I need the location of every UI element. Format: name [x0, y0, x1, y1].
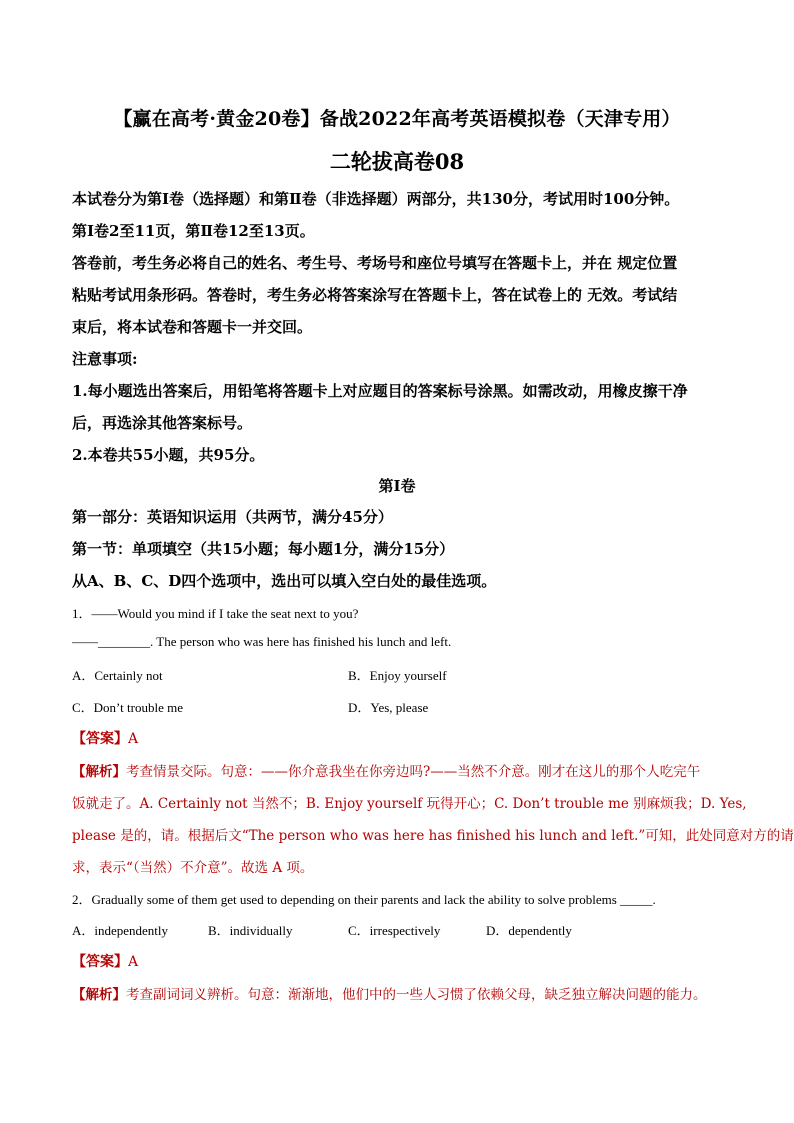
question-1-stem-line2: ——________. The person who was here has finished his lunch and left.: [72, 634, 452, 649]
analysis-tag: 【解析】: [72, 764, 126, 780]
question-1-analysis-line2: 饭就走了。A. Certainly not 当然不；B. Enjoy yourself 玩得开心；C. Don’t trouble me 别麻烦我；D. Yes,: [72, 796, 747, 812]
intro-line-2: 第Ⅰ卷2至11页，第Ⅱ卷12至13页。: [72, 222, 315, 240]
question-2-option-b: B．individually: [208, 923, 293, 938]
question-1-stem-line1: 1．——Would you mind if I take the seat next to you?: [72, 606, 359, 621]
notes-item-1a: 1.每小题选出答案后，用铅笔将答题卡上对应题目的答案标号涂黑。如需改动，用橡皮擦干净: [72, 382, 688, 400]
intro-line-3: 答卷前，考生务必将自己的姓名、考生号、考场号和座位号填写在答题卡上，并在 规定位置: [72, 254, 678, 272]
analysis-text: 考查副词词义辨析。句意：渐渐地，他们中的一些人习惯了依赖父母，缺乏独立解决问题的能力。: [126, 987, 707, 1003]
answer-tag: 【答案】: [72, 731, 128, 747]
section-heading: 第一节：单项填空（共15小题；每小题1分，满分15分）: [72, 540, 455, 558]
question-2-option-d: D．dependently: [486, 923, 572, 938]
intro-line-1: 本试卷分为第Ⅰ卷（选择题）和第Ⅱ卷（非选择题）两部分，共130分，考试用时100分钟。: [72, 190, 680, 208]
part-heading: 第一部分：英语知识运用（共两节，满分45分）: [72, 508, 393, 526]
question-1-answer: [72, 728, 732, 748]
question-2-option-c: C．irrespectively: [348, 923, 441, 938]
question-1-analysis-line3: please 是的，请。根据后文“The person who was here has finished his lunch and left.”可知，此处同意对方的请: [72, 828, 794, 844]
intro-line-5: 束后，将本试卷和答题卡一并交回。: [72, 318, 313, 336]
question-2-stem: 2．Gradually some of them get used to depending on their parents and lack the ability to solve problems _____.: [72, 892, 656, 907]
analysis-text: 考查情景交际。句意：——你介意我坐在你旁边吗?——当然不介意。刚才在这儿的那个人吃完午: [126, 764, 701, 780]
answer-value: A: [128, 954, 139, 970]
notes-item-1b: 后，再选涂其他答案标号。: [72, 414, 253, 432]
volume-heading: 第Ⅰ卷: [378, 477, 416, 495]
document-subtitle: 二轮拔高卷08: [329, 149, 465, 174]
answer-value: A: [128, 731, 139, 747]
question-2-option-a: A．independently: [72, 923, 169, 938]
question-2-answer: [72, 951, 732, 971]
question-2-analysis-line1: [72, 983, 732, 1003]
intro-line-4: 粘贴考试用条形码。答卷时，考生务必将答案涂写在答题卡上，答在试卷上的 无效。考试结: [72, 286, 678, 304]
document-title: 【赢在高考·黄金20卷】备战2022年高考英语模拟卷（天津专用）: [113, 108, 681, 130]
question-1-option-d: D．Yes, please: [348, 700, 429, 715]
question-1-analysis-line4: 求，表示“（当然）不介意”。故选 A 项。: [72, 860, 314, 876]
question-1-option-a: A．Certainly not: [72, 668, 163, 683]
question-1-option-c: C．Don’t trouble me: [72, 700, 183, 715]
analysis-tag: 【解析】: [72, 987, 126, 1003]
notes-item-2: 2.本卷共55小题，共95分。: [72, 446, 265, 464]
answer-tag: 【答案】: [72, 954, 128, 970]
notes-heading: 注意事项:: [72, 350, 138, 368]
section-instruction: 从A、B、C、D四个选项中，选出可以填入空白处的最佳选项。: [72, 572, 497, 590]
question-1-analysis-line1: [72, 760, 732, 780]
question-1-option-b: B．Enjoy yourself: [348, 668, 447, 683]
